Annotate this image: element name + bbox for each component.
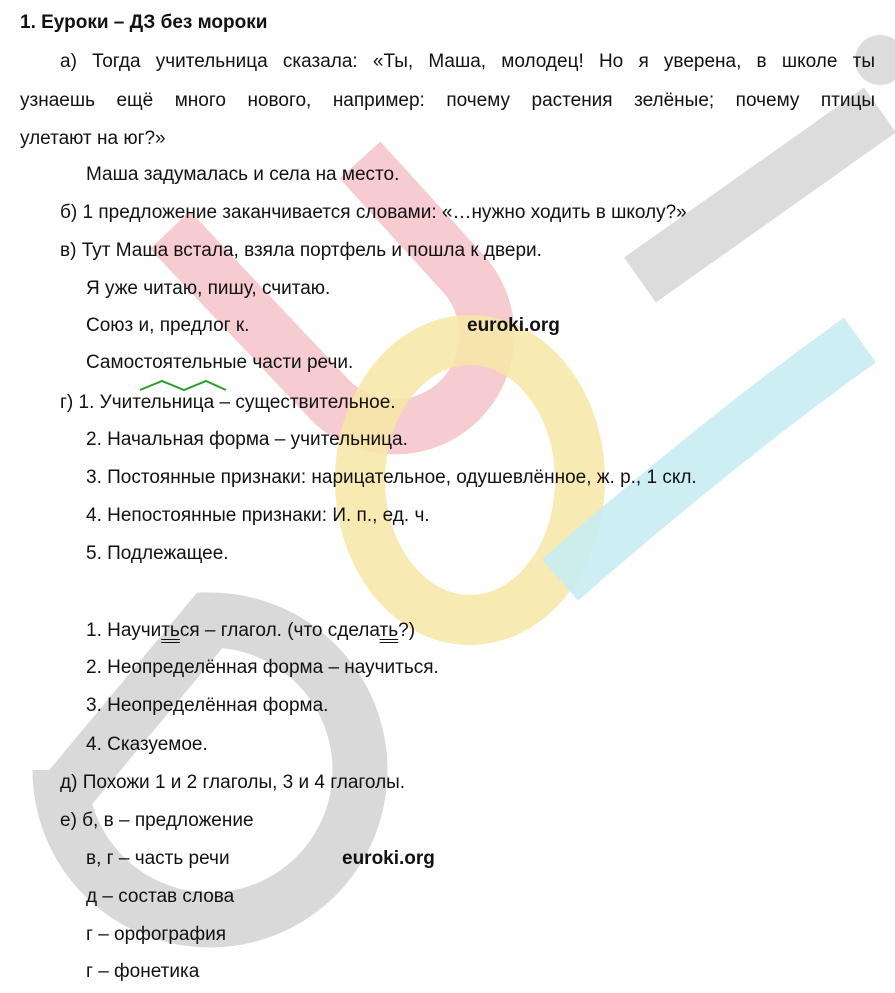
line-e3: д – состав слова [86, 886, 235, 907]
line-h1-a: 1. Научи [86, 620, 162, 641]
paragraph-a-line-2: узнаешь ещё много нового, например: почему растения зелёные; почему птицы [20, 90, 875, 111]
line-h3: 3. Неопределённая форма. [86, 695, 329, 716]
site-watermark-text-1: euroki.org [467, 315, 560, 336]
paragraph-a-line-3: улетают на юг?» [20, 128, 166, 149]
paragraph-a-line-1: а) Тогда учительница сказала: «Ты, Маша, молодец! Но я уверена, в школе ты [60, 51, 875, 72]
line-h2: 2. Неопределённая форма – научиться. [86, 657, 439, 678]
line-d: д) Похожи 1 и 2 глаголы, 3 и 4 глаголы. [60, 772, 406, 793]
line-h1 [86, 620, 415, 642]
line-g2: 2. Начальная форма – учительница. [86, 429, 408, 450]
line-h1-e: ?) [398, 620, 416, 641]
line-g1-suffix: а – существительное. [203, 392, 396, 413]
line-e4: г – орфография [86, 924, 226, 945]
line-g1-prefix: г) 1. Учител [60, 392, 162, 413]
line-e5: г – фонетика [86, 961, 200, 982]
line-e1: е) б, в – предложение [60, 810, 254, 831]
line-a2: Маша задумалась и села на место. [86, 164, 400, 185]
line-v2: Я уже читаю, пишу, считаю. [86, 278, 331, 299]
line-v1: в) Тут Маша встала, взяла портфель и пошла к двери. [60, 240, 542, 261]
line-b: б) 1 предложение заканчивается словами: «…нужно ходить в школу?» [60, 202, 687, 223]
watermark-letter-r [560, 340, 860, 580]
site-watermark-text-2: euroki.org [342, 848, 435, 869]
root-mark-icon [138, 378, 228, 394]
line-h4: 4. Сказуемое. [86, 734, 208, 755]
line-h1-c: ся – глагол. (что сдела [179, 620, 380, 641]
line-v3: Союз и, предлог к. [86, 315, 250, 336]
line-g3: 3. Постоянные признаки: нарицательное, одушевлённое, ж. р., 1 скл. [86, 467, 697, 488]
line-e2: в, г – часть речи [86, 848, 230, 869]
line-h1-ending-1: ть [161, 620, 180, 641]
line-g1 [60, 392, 396, 414]
watermark-letter-i [640, 110, 880, 280]
page-title: 1. Еуроки – ДЗ без мороки [20, 12, 268, 33]
line-g4: 4. Непостоянные признаки: И. п., ед. ч. [86, 505, 430, 526]
line-g5: 5. Подлежащее. [86, 543, 229, 564]
line-g1-root: ьниц [161, 392, 204, 413]
line-v4: Самостоятельные части речи. [86, 352, 354, 373]
line-h1-ending-2: ть [379, 620, 399, 641]
